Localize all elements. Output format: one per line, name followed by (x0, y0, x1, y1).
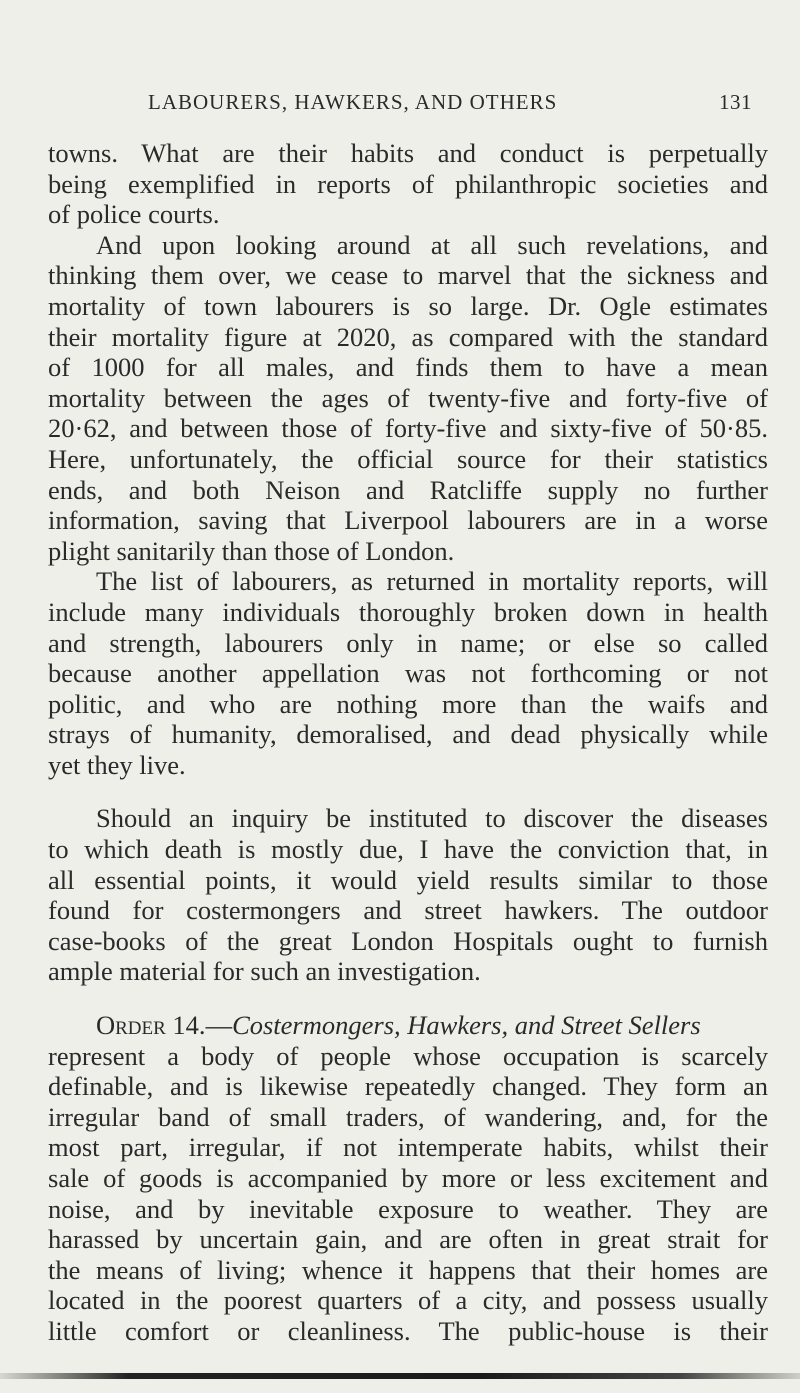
paragraph-gap (48, 780, 768, 803)
text-line: ample material for such an investigation. (48, 956, 481, 987)
paragraph-gap (48, 987, 768, 1010)
scan-edge-rule (0, 1373, 800, 1379)
text-line: Here, unfortunately, the official source for their statistics (48, 443, 768, 474)
text-line: yet they live. (48, 749, 186, 780)
text-line: harassed by uncertain gain, and are often in great strait for (48, 1224, 768, 1255)
order-label: Order 14. (96, 1010, 206, 1041)
text-line: politic, and who are nothing more than the waifs and (48, 688, 768, 719)
text-line: being exemplified in reports of philanthropic societies and (48, 168, 768, 199)
order-title: Costermongers, Hawkers, and Street Sellers (232, 1010, 701, 1041)
text-line: ends, and both Neison and Ratcliffe supply no further (48, 474, 768, 505)
running-head (148, 90, 752, 115)
text-line: because another appellation was not forthcoming or not (48, 658, 768, 689)
text-line: of 1000 for all males, and finds them to have a mean (48, 352, 768, 383)
text-line: sale of goods is accompanied by more or less excitement and (48, 1163, 768, 1193)
text-line: of police courts. (48, 199, 220, 230)
text-line: and strength, labourers only in name; or else so called (48, 627, 768, 658)
text-line: mortality of town labourers is so large. Dr. Ogle estimates (48, 290, 768, 321)
text-line: plight sanitarily than those of London. (48, 535, 455, 566)
text-line: definable, and is likewise repeatedly changed. They form an (48, 1071, 768, 1102)
text-line: their mortality figure at 2020, as compared with the standard (48, 321, 768, 352)
text-line: include many individuals thoroughly broken down in health (48, 596, 768, 627)
text-line: Should an inquiry be instituted to discover the diseases (96, 803, 768, 834)
text-line: to which death is mostly due, I have the conviction that, in (48, 834, 768, 865)
text-line: noise, and by inevitable exposure to weather. They are (48, 1193, 768, 1224)
text-line: mortality between the ages of twenty-five and forty-five of (48, 382, 768, 413)
text-line: most part, irregular, if not intemperate habits, whilst their (48, 1132, 768, 1163)
text-line: all essential points, it would yield results similar to those (48, 864, 768, 895)
text-line: towns. What are their habits and conduct is perpetually (48, 138, 768, 168)
text-line: found for costermongers and street hawkers. The outdoor (48, 895, 768, 926)
running-title: LABOURERS, HAWKERS, AND OTHERS (148, 90, 558, 114)
text-line: the means of living; whence it happens that their homes are (48, 1254, 768, 1285)
text-line: And upon looking around at all such revelations, and (96, 229, 768, 260)
text-line: irregular band of small traders, of wandering, and, for the (48, 1101, 768, 1132)
order-heading-line (48, 1010, 768, 1041)
text-line: case-books of the great London Hospitals ought to furnish (48, 925, 768, 956)
page-number: 131 (719, 90, 752, 114)
text-line: 20·62, and between those of forty-five and sixty-five of 50·85. (48, 413, 768, 444)
text-line: thinking them over, we cease to marvel that the sickness and (48, 260, 768, 291)
text-line: located in the poorest quarters of a city, and possess usually (48, 1285, 768, 1316)
text-line: little comfort or cleanliness. The public-house is their (48, 1315, 768, 1346)
text-line: The list of labourers, as returned in mortality reports, will (96, 566, 768, 597)
body-text (48, 138, 768, 1347)
text-line: represent a body of people whose occupation is scarcely (48, 1040, 768, 1071)
text-line: information, saving that Liverpool labourers are in a worse (48, 505, 768, 536)
text-line: strays of humanity, demoralised, and dead physically while (48, 719, 768, 750)
order-dash: — (205, 1010, 233, 1041)
